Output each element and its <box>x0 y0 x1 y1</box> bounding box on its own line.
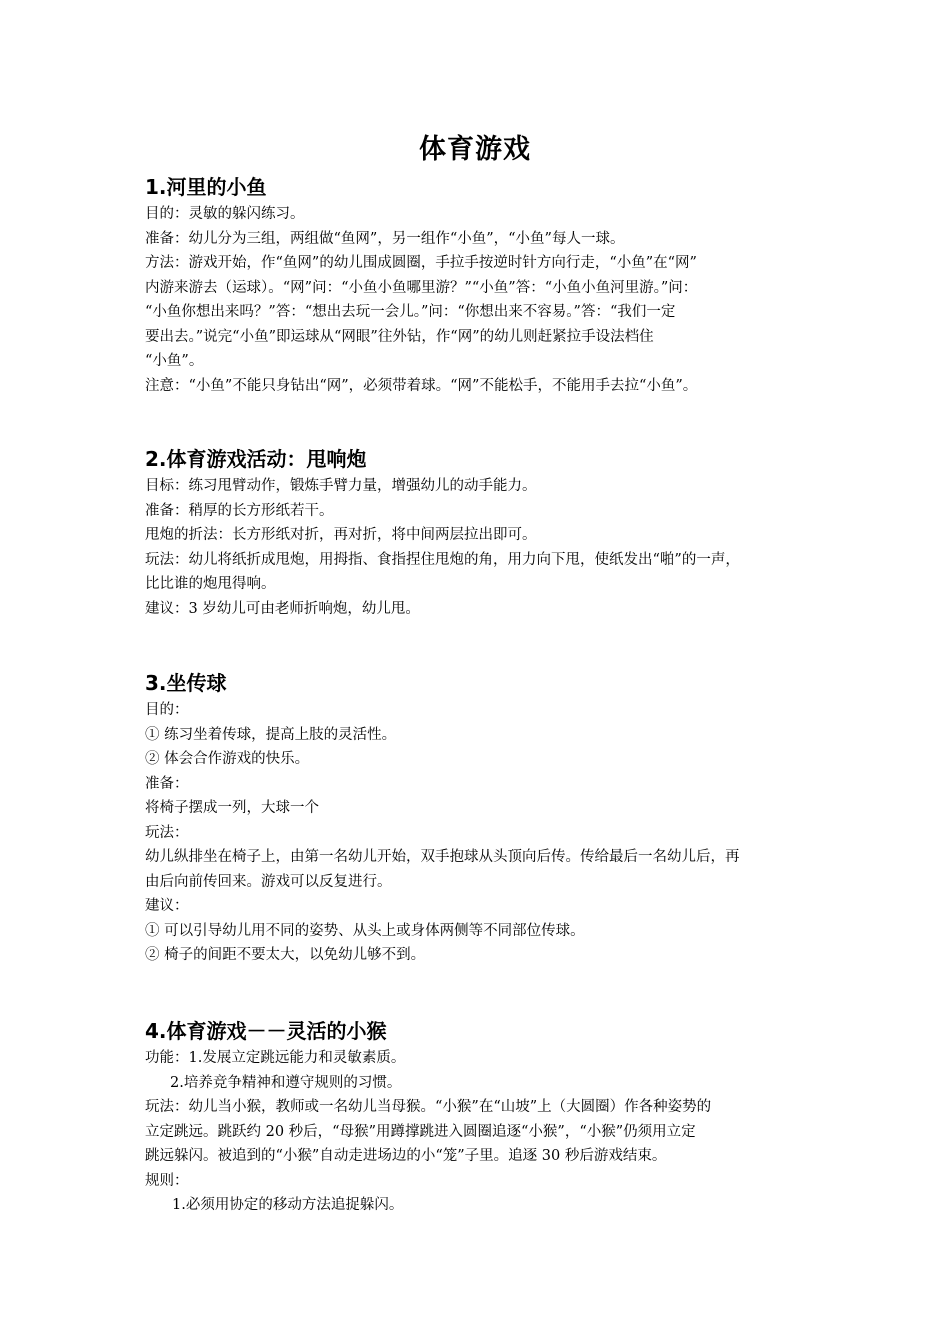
paragraph-line: “小鱼”。 <box>145 353 204 369</box>
paragraph-line: 玩法：幼儿将纸折成甩炮，用拇指、食指捏住甩炮的角，用力向下甩，使纸发出“啪”的一声， <box>145 551 740 568</box>
section-paper-popper <box>145 446 815 621</box>
section-heading: 1.河里的小鱼 <box>145 175 267 199</box>
paragraph-line: 注意：“小鱼”不能只身钻出“网”，必须带着球。“网”不能松手，不能用手去拉“小鱼”。 <box>145 377 698 394</box>
section-seated-ball-pass <box>145 670 815 968</box>
paragraph-line: 准备： <box>145 775 189 792</box>
paragraph-line: 目的： <box>145 702 189 718</box>
paragraph-line: ② 椅子的间距不要太大，以免幼儿够不到。 <box>145 947 426 963</box>
paragraph-line: 立定跳远。跳跃约 20 秒后，“母猴”用蹲撑跳进入圆圈追逐“小猴”，“小猴”仍须用立定 <box>145 1123 696 1140</box>
paragraph-line: 建议：3 岁幼儿可由老师折响炮，幼儿甩。 <box>145 600 420 617</box>
paragraph-line: 甩炮的折法：长方形纸对折，再对折，将中间两层拉出即可。 <box>145 527 537 543</box>
paragraph-line: 目的：灵敏的躲闪练习。 <box>145 206 305 222</box>
section-heading: 3.坐传球 <box>145 671 227 695</box>
paragraph-line: ② 体会合作游戏的快乐。 <box>145 751 310 767</box>
paragraph-line: 由后向前传回来。游戏可以反复进行。 <box>145 873 392 890</box>
paragraph-line: 1.必须用协定的移动方法追捉躲闪。 <box>172 1197 404 1213</box>
paragraph-line: 2.培养竞争精神和遵守规则的习惯。 <box>170 1074 402 1091</box>
paragraph-line: 目标：练习甩臂动作，锻炼手臂力量，增强幼儿的动手能力。 <box>145 478 537 494</box>
paragraph-line: 比比谁的炮甩得响。 <box>145 576 276 592</box>
paragraph-line: 将椅子摆成一列，大球一个 <box>145 800 319 816</box>
paragraph-line: 准备：幼儿分为三组，两组做“鱼网”，另一组作“小鱼”，“小鱼”每人一球。 <box>145 230 625 247</box>
section-heading: 4.体育游戏－－灵活的小猴 <box>145 1019 387 1043</box>
paragraph-line: 玩法：幼儿当小猴，教师或一名幼儿当母猴。“小猴”在“山坡”上（大圆圈）作各种姿势的 <box>145 1099 712 1115</box>
paragraph-line: 方法：游戏开始，作“鱼网”的幼儿围成圆圈，手拉手按逆时针方向行走，“小鱼”在“网” <box>145 255 697 271</box>
section-heading: 2.体育游戏活动：甩响炮 <box>145 447 367 471</box>
paragraph-line: 跳远躲闪。被追到的“小猴”自动走进场边的小“笼”子里。追逐 30 秒后游戏结束。 <box>145 1148 667 1164</box>
paragraph-line: 功能：1.发展立定跳远能力和灵敏素质。 <box>145 1050 406 1066</box>
paragraph-line: 玩法： <box>145 824 189 841</box>
paragraph-line: ① 可以引导幼儿用不同的姿势、从头上或身体两侧等不同部位传球。 <box>145 922 585 939</box>
section-river-fish <box>145 174 815 398</box>
section-agile-monkey <box>145 1018 815 1218</box>
paragraph-line: 要出去。”说完“小鱼”即运球从“网眼”往外钻，作“网”的幼儿则赶紧拉手设法档住 <box>145 328 654 345</box>
page-title: 体育游戏 <box>419 134 531 165</box>
paragraph-line: 幼儿纵排坐在椅子上，由第一名幼儿开始，双手抱球从头顶向后传。传给最后一名幼儿后，再 <box>145 849 740 865</box>
paragraph-line: 准备：稍厚的长方形纸若干。 <box>145 502 334 519</box>
paragraph-line: 内游来游去（运球）。“网”问：“小鱼小鱼哪里游？”“小鱼”答：“小鱼小鱼河里游。”问： <box>145 279 698 296</box>
paragraph-line: ① 练习坐着传球，提高上肢的灵活性。 <box>145 726 397 743</box>
paragraph-line: 规则： <box>145 1172 189 1189</box>
paragraph-line: 建议： <box>145 898 189 914</box>
paragraph-line: “小鱼你想出来吗？”答：“想出去玩一会儿。”问：“你想出来不容易。”答：“我们一定 <box>145 304 676 320</box>
